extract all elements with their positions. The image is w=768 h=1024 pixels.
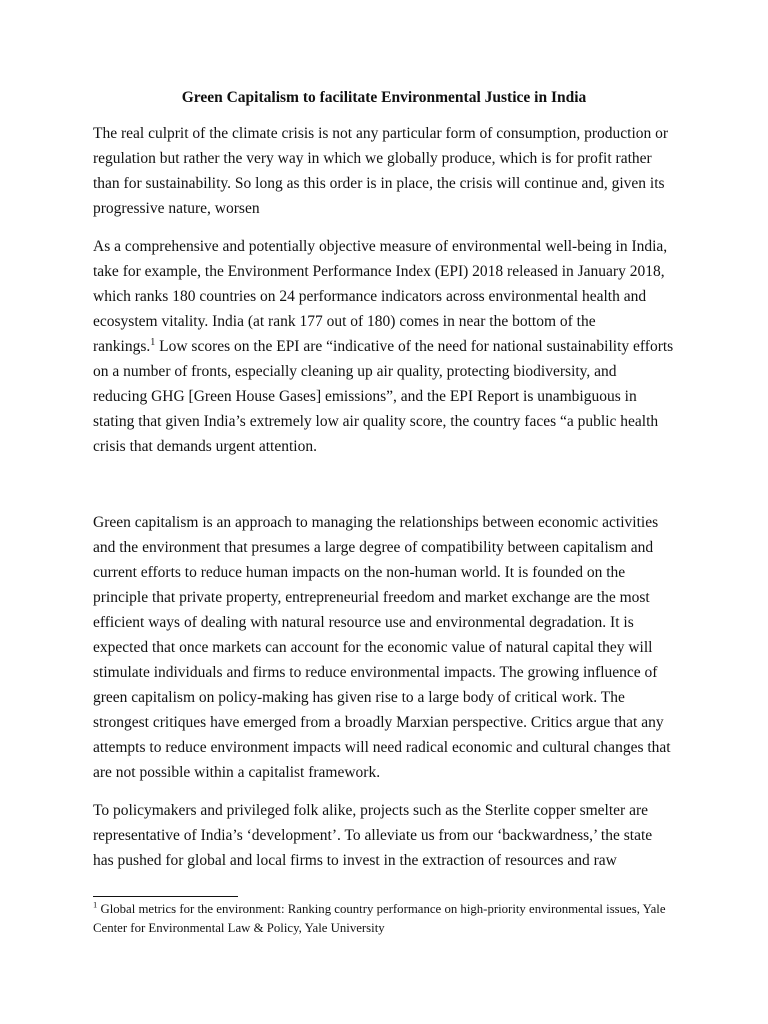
document-body <box>93 85 675 886</box>
paragraph-line: representative of India’s ‘development’. To alleviate us from our ‘backwardness,’ the state <box>93 827 653 844</box>
paragraph-line: which ranks 180 countries on 24 performance indicators across environmental health and <box>93 288 647 305</box>
paragraph-line: has pushed for global and local firms to invest in the extraction of resources and raw <box>93 852 617 869</box>
paragraph-line: crisis that demands urgent attention. <box>93 438 317 455</box>
paragraph-line: principle that private property, entrepreneurial freedom and market exchange are the most <box>93 589 650 606</box>
paragraph-line: reducing GHG [Green House Gases] emissions”, and the EPI Report is unambiguous in <box>93 388 637 405</box>
footnote <box>93 900 693 938</box>
footnote-line <box>93 900 693 919</box>
paragraph-line: green capitalism on policy-making has given rise to a large body of critical work. The <box>93 689 625 706</box>
paragraph-line: progressive nature, worsen <box>93 200 260 217</box>
paragraph-line: are not possible within a capitalist framework. <box>93 764 381 781</box>
paragraph-line: stating that given India’s extremely low air quality score, the country faces “a public health <box>93 413 659 430</box>
paragraph-2 <box>93 234 675 459</box>
paragraph-line <box>93 334 675 359</box>
paragraph-line: efficient ways of dealing with natural resource use and environmental degradation. It is <box>93 614 634 631</box>
document-title: Green Capitalism to facilitate Environmental Justice in India <box>181 89 587 106</box>
paragraph-line: stimulate individuals and firms to reduce environmental impacts. The growing influence of <box>93 664 658 681</box>
paragraph-line: take for example, the Environment Performance Index (EPI) 2018 released in January 2018, <box>93 263 665 280</box>
paragraph-line: than for sustainability. So long as this order is in place, the crisis will continue and, given its <box>93 175 665 192</box>
paragraph-line: attempts to reduce environment impacts will need radical economic and cultural changes that <box>93 739 671 756</box>
paragraph-line: regulation but rather the very way in which we globally produce, which is for profit rather <box>93 150 652 167</box>
paragraph-1 <box>93 121 675 221</box>
paragraph-line: expected that once markets can account for the economic value of natural capital they will <box>93 639 653 656</box>
paragraph-line: strongest critiques have emerged from a broadly Marxian perspective. Critics argue that any <box>93 714 664 731</box>
paragraph-line: As a comprehensive and potentially objective measure of environmental well-being in India, <box>93 238 668 255</box>
paragraph-line: current efforts to reduce human impacts on the non-human world. It is founded on the <box>93 564 626 581</box>
footnote-text: Global metrics for the environment: Ranking country performance on high-priority environmental issues, Yale <box>100 902 666 916</box>
paragraph-4 <box>93 798 675 873</box>
footnote-marker: 1 <box>93 899 98 910</box>
paragraph-line: on a number of fronts, especially cleaning up air quality, protecting biodiversity, and <box>93 363 617 380</box>
paragraph-line: ecosystem vitality. India (at rank 177 out of 180) comes in near the bottom of the <box>93 313 596 330</box>
paragraph-line: To policymakers and privileged folk alike, projects such as the Sterlite copper smelter are <box>93 802 649 819</box>
line-text: Low scores on the EPI are “indicative of the need for national sustainability efforts <box>155 338 674 355</box>
footnote-separator <box>93 896 238 897</box>
line-text: rankings. <box>93 338 151 355</box>
paragraph-line: and the environment that presumes a large degree of compatibility between capitalism and <box>93 539 654 556</box>
footnote-reference: 1 <box>150 336 156 348</box>
paragraph-line: Green capitalism is an approach to managing the relationships between economic activities <box>93 514 659 531</box>
paragraph-3 <box>93 510 675 785</box>
paragraph-line: The real culprit of the climate crisis is not any particular form of consumption, production or <box>93 125 669 142</box>
footnote-line: Center for Environmental Law & Policy, Yale University <box>93 921 385 935</box>
